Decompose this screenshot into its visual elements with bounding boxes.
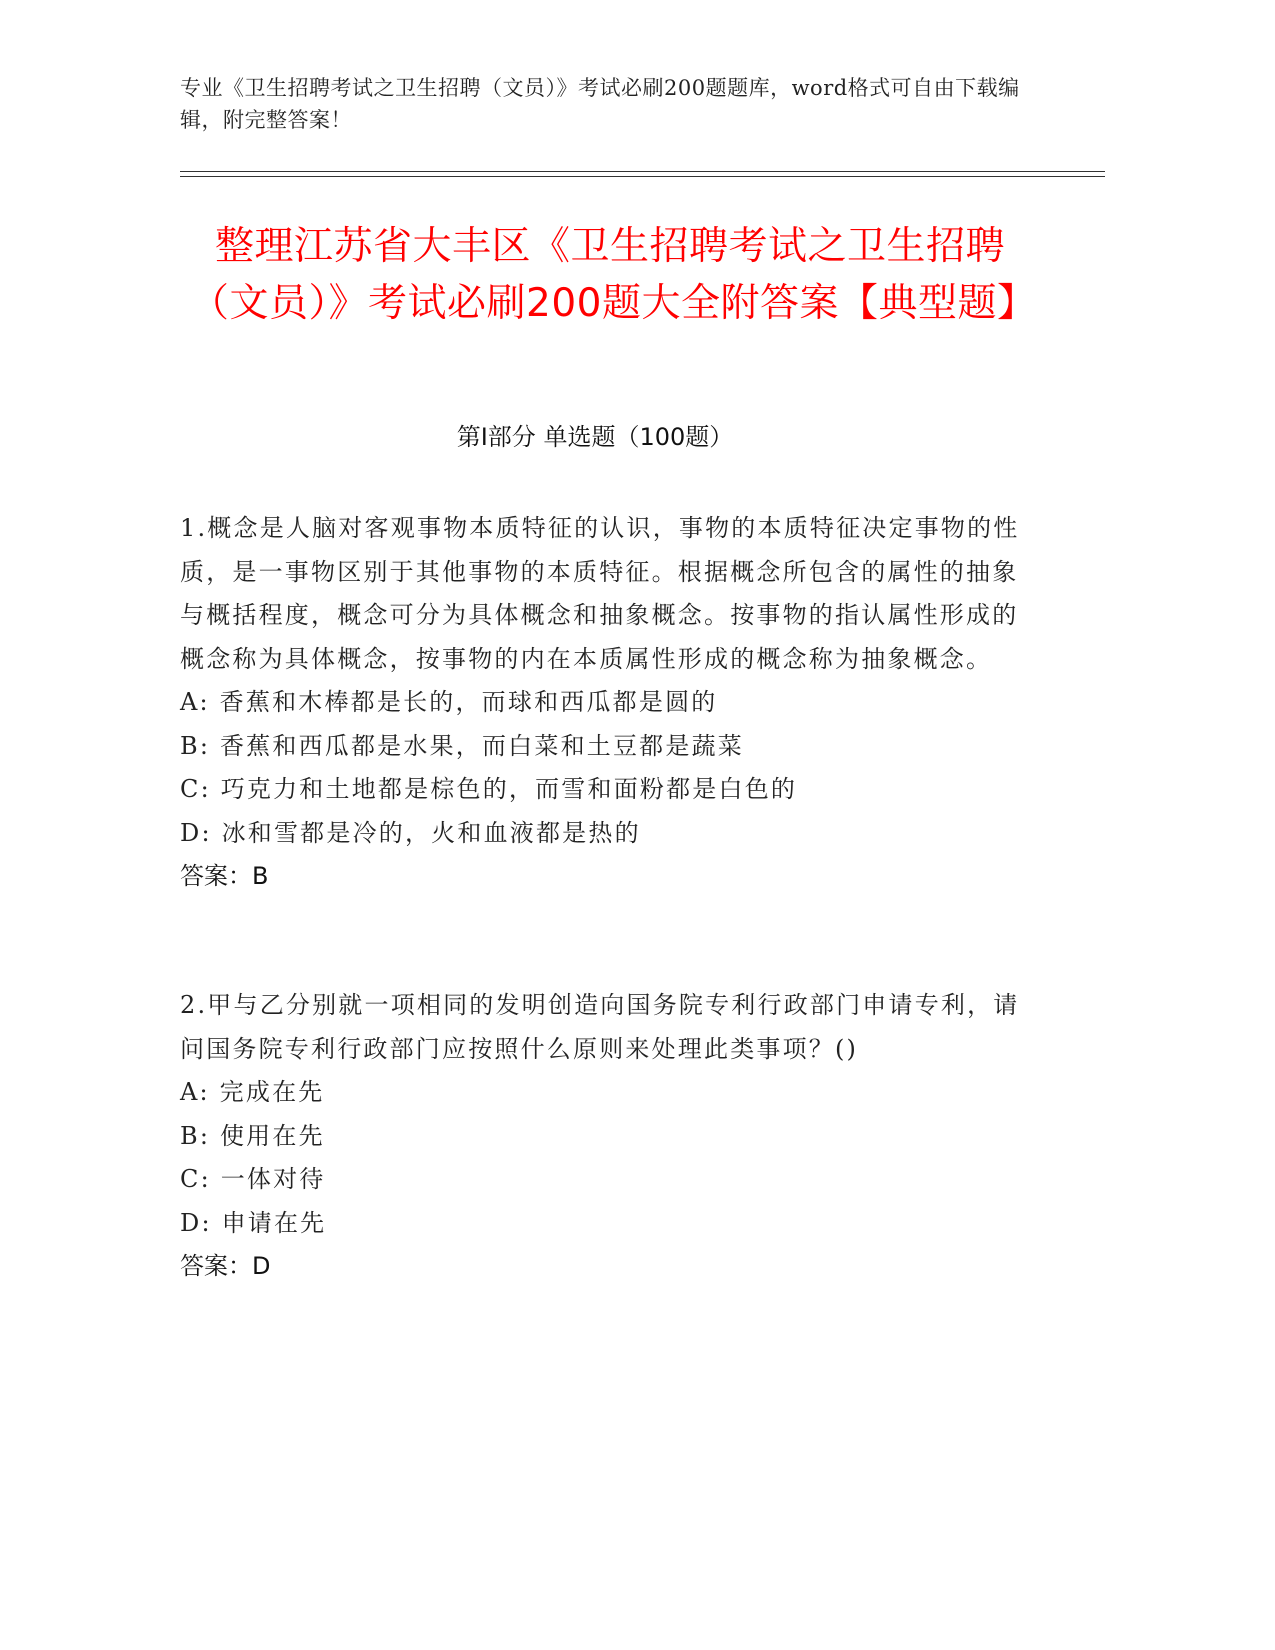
option-letter: D: xyxy=(180,1208,212,1237)
option-a xyxy=(180,681,1020,725)
option-letter: B: xyxy=(180,1121,211,1150)
option-c xyxy=(180,768,1020,812)
option-text: 申请在先 xyxy=(221,1208,327,1237)
option-c xyxy=(180,1158,1020,1202)
question-1 xyxy=(180,507,1020,899)
option-d xyxy=(180,812,1020,856)
option-a xyxy=(180,1071,1020,1115)
option-text: 巧克力和土地都是棕色的，而雪和面粉都是白色的 xyxy=(220,775,798,803)
option-b xyxy=(180,725,1020,769)
option-letter: B: xyxy=(180,731,211,760)
option-text: 香蕉和西瓜都是水果，而白菜和土豆都是蔬菜 xyxy=(219,731,744,760)
header-divider-bottom xyxy=(180,176,1105,177)
option-text: 冰和雪都是冷的，火和血液都是热的 xyxy=(221,818,641,847)
question-2 xyxy=(180,984,1020,1289)
option-text: 香蕉和木棒都是长的，而球和西瓜都是圆的 xyxy=(219,688,718,716)
header-note: 专业《卫生招聘考试之卫生招聘（文员）》考试必刷200题题库，word格式可自由下载编辑，附完整答案！ xyxy=(180,76,1020,132)
question-stem: 2.甲与乙分别就一项相同的发明创造向国务院专利行政部门申请专利，请问国务院专利行政部门应按照什么原则来处理此类事项？() xyxy=(180,991,1020,1063)
option-b xyxy=(180,1115,1020,1159)
option-text: 一体对待 xyxy=(220,1165,326,1193)
section-title: 第I部分 单选题（100题） xyxy=(456,423,734,451)
option-letter: D: xyxy=(180,818,212,847)
answer-label: 答案：B xyxy=(180,862,269,890)
option-text: 使用在先 xyxy=(219,1121,325,1150)
option-letter: C: xyxy=(180,1165,211,1193)
document-title: 整理江苏省大丰区《卫生招聘考试之卫生招聘（文员）》考试必刷200题大全附答案【典型题】 xyxy=(190,224,1037,326)
option-text: 完成在先 xyxy=(219,1078,325,1106)
answer-label: 答案：D xyxy=(180,1252,271,1280)
option-letter: C: xyxy=(180,775,211,803)
option-letter: A: xyxy=(180,688,210,716)
option-letter: A: xyxy=(180,1078,210,1106)
question-stem: 1.概念是人脑对客观事物本质特征的认识，事物的本质特征决定事物的性质，是一事物区别于其他事物的本质特征。根据概念所包含的属性的抽象与概括程度，概念可分为具体概念和抽象概念。按事物的指认属性形成的概念称为具体概念，按事物的内在本质属性形成的概念称为抽象概念。 xyxy=(180,514,1020,673)
option-d xyxy=(180,1202,1020,1246)
header-divider-top xyxy=(180,171,1105,172)
